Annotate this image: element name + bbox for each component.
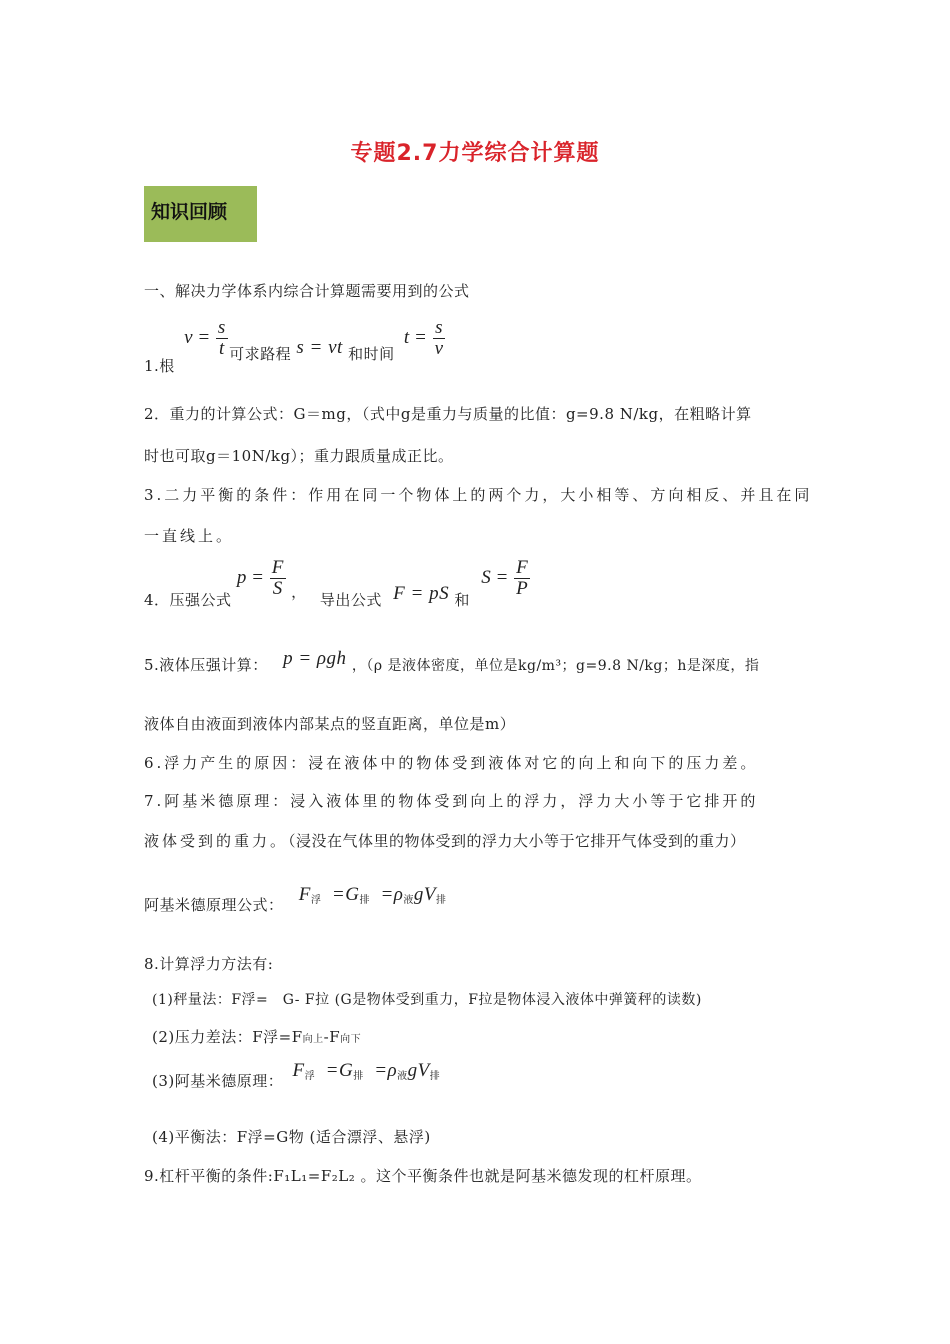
section-banner-label: 知识回顾 — [151, 201, 228, 223]
time-formula: t = $\frac{s}{v}$ — [403, 317, 444, 359]
item-4-prefix: 4．压强公式 — [144, 590, 232, 609]
item-5 — [144, 648, 760, 674]
method-3: (3)阿基米德原理： $F_浮 =G_排 =\rho_液gV_排$ — [152, 1060, 441, 1090]
item-5-rest: ，（ρ 是液体密度，单位是kg/m³；g=9.8 N/kg；h是深度，指 — [351, 658, 760, 674]
item-7-line-2: 液体受到的重力。（浸没在气体里的物体受到的浮力大小等于它排开气体受到的重力） — [144, 832, 746, 850]
distance-formula: s = vt — [296, 336, 343, 358]
item-5-line-2: 液体自由液面到液体内部某点的竖直距离，单位是m） — [144, 715, 516, 733]
item-6: 6.浮力产生的原因：浸在液体中的物体受到液体对它的向上和向下的压力差。 — [144, 754, 759, 772]
item-1-prefix: 1.根 — [144, 356, 175, 375]
item-1-mid: 可求路程 — [229, 344, 292, 363]
document-title: 专题2.7力学综合计算题 — [350, 141, 600, 166]
area-formula: S = $\frac{F}{P}$ — [481, 557, 529, 599]
archimedes-formula: $F_浮 =G_排 =\rho_液gV_排$ — [298, 884, 447, 906]
item-3-line-1: 3.二力平衡的条件：作用在同一个物体上的两个力，大小相等、方向相反、并且在同 — [144, 486, 813, 504]
velocity-formula: v = $\frac{s}{t}$ — [184, 317, 226, 359]
archimedes-formula-2: $F_浮 =G_排 =\rho_液gV_排$ — [292, 1060, 441, 1082]
item-2-line-1: 2．重力的计算公式：G＝mg，（式中g是重力与质量的比值：g=9.8 N/kg，在粗略计算 — [144, 405, 752, 423]
archimedes-label: 阿基米德原理公式： — [144, 896, 284, 914]
item-5-prefix: 5.液体压强计算： — [144, 656, 268, 674]
formula-heading: 一、解决力学体系内综合计算题需要用到的公式 — [144, 282, 470, 300]
method-4: (4)平衡法：F浮=G物 (适合漂浮、悬浮) — [152, 1128, 431, 1146]
item-4-derived: 导出公式 — [319, 590, 382, 609]
section-banner — [144, 186, 257, 242]
item-1 — [144, 317, 444, 375]
item-2-line-2: 时也可取g＝10N/kg）；重力跟质量成正比。 — [144, 447, 454, 465]
item-9: 9.杠杆平衡的条件:F₁L₁=F₂L₂ 。这个平衡条件也就是阿基米德发现的杠杆原理。 — [144, 1167, 702, 1185]
item-3-line-2: 一直线上。 — [144, 527, 235, 545]
method-1: (1)秤量法：F浮= G- F拉 (G是物体受到重力，F拉是物体浸入液体中弹簧秤的读数) — [152, 992, 702, 1008]
pressure-formula: p = $\frac{F}{S}$ — [236, 557, 284, 599]
force-formula: F = pS — [393, 582, 450, 604]
method-2: (2)压力差法：F浮=F向上-F向下 — [152, 1028, 362, 1046]
item-8-heading: 8.计算浮力方法有: — [144, 955, 274, 973]
item-4: 4．压强公式 p = $\frac{F}{S}$ ， 导出公式 F = pS 和 S = $\frac{F}{P}$ — [144, 557, 529, 609]
archimedes-formula-line — [144, 884, 447, 914]
liquid-pressure-formula: p = ρgh — [283, 648, 347, 669]
item-7-line-1: 7.阿基米德原理：浸入液体里的物体受到向上的浮力，浮力大小等于它排开的 — [144, 792, 759, 810]
item-1-after: 和时间 — [348, 344, 395, 363]
